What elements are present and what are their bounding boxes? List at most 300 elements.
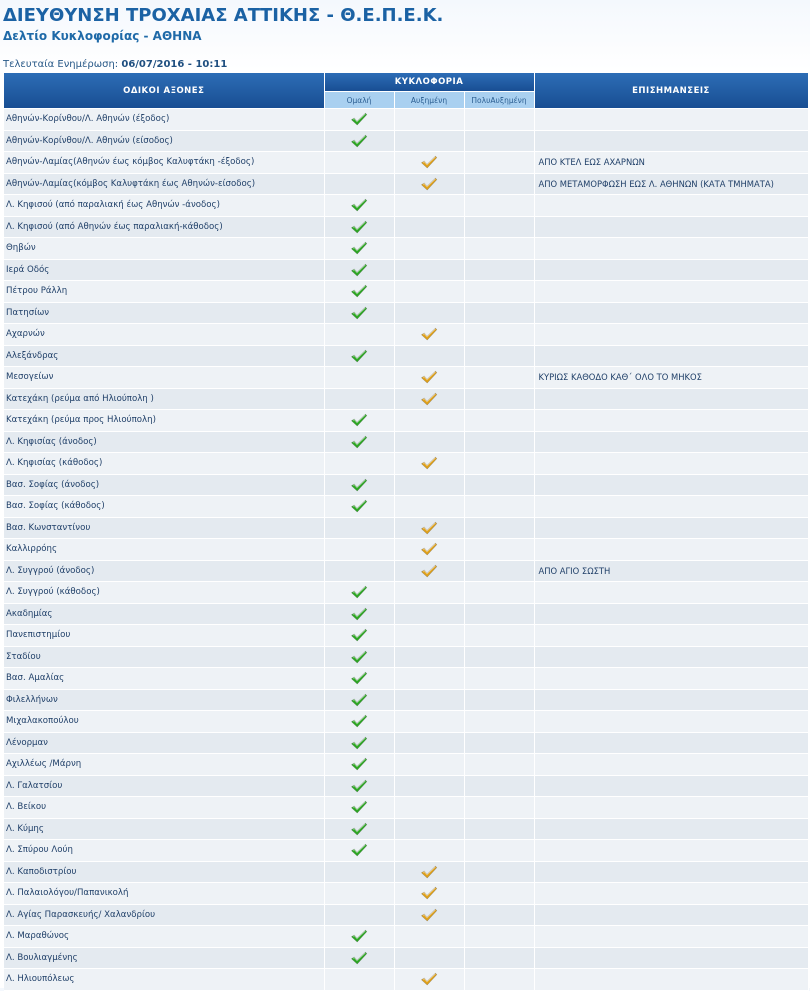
- table-row: [4, 560, 808, 582]
- status-heavy-cell: [464, 732, 534, 754]
- status-heavy-cell: [464, 453, 534, 475]
- status-normal-cell: [324, 689, 394, 711]
- status-heavy-cell: [464, 754, 534, 776]
- note-cell: [534, 410, 808, 432]
- status-heavy-cell: [464, 711, 534, 733]
- table-row: [4, 324, 808, 346]
- status-normal-cell: [324, 410, 394, 432]
- status-heavy-cell: [464, 216, 534, 238]
- table-row: [4, 883, 808, 905]
- status-increased-cell: [394, 625, 464, 647]
- road-name: Αλεξάνδρας: [4, 345, 324, 367]
- note-cell: [534, 431, 808, 453]
- check-icon: [350, 693, 368, 707]
- header-notes: ΕΠΙΣΗΜΑΝΣΕΙΣ: [534, 73, 808, 109]
- table-row: [4, 904, 808, 926]
- note-cell: [534, 969, 808, 991]
- status-normal-cell: [324, 216, 394, 238]
- note-cell: [534, 539, 808, 561]
- status-heavy-cell: [464, 861, 534, 883]
- status-increased-cell: [394, 152, 464, 174]
- status-heavy-cell: [464, 560, 534, 582]
- table-row: [4, 410, 808, 432]
- status-heavy-cell: [464, 947, 534, 969]
- status-increased-cell: [394, 109, 464, 131]
- table-row: [4, 582, 808, 604]
- status-heavy-cell: [464, 883, 534, 905]
- status-normal-cell: [324, 668, 394, 690]
- status-heavy-cell: [464, 539, 534, 561]
- note-cell: [534, 130, 808, 152]
- check-icon: [350, 822, 368, 836]
- page-header: [0, 0, 810, 74]
- note-cell: [534, 582, 808, 604]
- status-heavy-cell: [464, 818, 534, 840]
- check-icon: [350, 435, 368, 449]
- status-normal-cell: [324, 345, 394, 367]
- status-heavy-cell: [464, 926, 534, 948]
- status-increased-cell: [394, 818, 464, 840]
- status-normal-cell: [324, 496, 394, 518]
- status-normal-cell: [324, 797, 394, 819]
- road-name: Κατεχάκη (ρεύμα από Ηλιούπολη ): [4, 388, 324, 410]
- status-heavy-cell: [464, 582, 534, 604]
- road-name: Αχιλλέως /Μάρνη: [4, 754, 324, 776]
- status-increased-cell: [394, 603, 464, 625]
- status-normal-cell: [324, 324, 394, 346]
- check-icon: [420, 155, 438, 169]
- table-row: [4, 603, 808, 625]
- check-icon: [350, 263, 368, 277]
- status-increased-cell: [394, 453, 464, 475]
- status-increased-cell: [394, 324, 464, 346]
- road-name: Λ. Βουλιαγμένης: [4, 947, 324, 969]
- note-cell: [534, 238, 808, 260]
- note-cell: [534, 861, 808, 883]
- table-row: [4, 109, 808, 131]
- note-cell: [534, 603, 808, 625]
- status-increased-cell: [394, 754, 464, 776]
- status-increased-cell: [394, 195, 464, 217]
- note-cell: [534, 517, 808, 539]
- note-cell: [534, 302, 808, 324]
- status-normal-cell: [324, 646, 394, 668]
- status-heavy-cell: [464, 517, 534, 539]
- check-icon: [420, 542, 438, 556]
- status-heavy-cell: [464, 367, 534, 389]
- table-row: [4, 517, 808, 539]
- check-icon: [350, 198, 368, 212]
- status-normal-cell: [324, 775, 394, 797]
- road-name: Πανεπιστημίου: [4, 625, 324, 647]
- status-normal-cell: [324, 560, 394, 582]
- note-cell: [534, 754, 808, 776]
- road-name: Σταδίου: [4, 646, 324, 668]
- status-heavy-cell: [464, 668, 534, 690]
- road-name: Θηβών: [4, 238, 324, 260]
- status-normal-cell: [324, 754, 394, 776]
- status-normal-cell: [324, 926, 394, 948]
- check-icon: [350, 607, 368, 621]
- status-increased-cell: [394, 732, 464, 754]
- road-name: Λ. Σπύρου Λούη: [4, 840, 324, 862]
- status-increased-cell: [394, 904, 464, 926]
- status-heavy-cell: [464, 496, 534, 518]
- road-name: Λ. Βείκου: [4, 797, 324, 819]
- note-cell: [534, 883, 808, 905]
- subheader-heavy: ΠολυΑυξημένη: [464, 92, 534, 109]
- status-increased-cell: [394, 711, 464, 733]
- road-name: Καλλιρρόης: [4, 539, 324, 561]
- check-icon: [420, 327, 438, 341]
- note-cell: [534, 345, 808, 367]
- note-cell: [534, 453, 808, 475]
- status-normal-cell: [324, 539, 394, 561]
- table-row: [4, 259, 808, 281]
- status-increased-cell: [394, 861, 464, 883]
- road-name: Λένορμαν: [4, 732, 324, 754]
- status-normal-cell: [324, 431, 394, 453]
- traffic-table: [4, 73, 809, 991]
- note-cell: [534, 195, 808, 217]
- status-heavy-cell: [464, 689, 534, 711]
- table-row: [4, 732, 808, 754]
- note-cell: [534, 324, 808, 346]
- subheader-increased: Αυξημένη: [394, 92, 464, 109]
- note-cell: [534, 689, 808, 711]
- status-increased-cell: [394, 281, 464, 303]
- road-name: Λ. Καποδιστρίου: [4, 861, 324, 883]
- status-increased-cell: [394, 797, 464, 819]
- status-increased-cell: [394, 926, 464, 948]
- note-cell: ΑΠΟ ΜΕΤΑΜΟΡΦΩΣΗ ΕΩΣ Λ. ΑΘΗΝΩΝ (ΚΑΤΑ ΤΜΗΜΑΤΑ): [534, 173, 808, 195]
- table-row: [4, 861, 808, 883]
- road-name: Λ. Αγίας Παρασκευής/ Χαλανδρίου: [4, 904, 324, 926]
- note-cell: [534, 109, 808, 131]
- note-cell: [534, 281, 808, 303]
- status-increased-cell: [394, 431, 464, 453]
- status-heavy-cell: [464, 302, 534, 324]
- table-row: [4, 345, 808, 367]
- status-heavy-cell: [464, 324, 534, 346]
- check-icon: [420, 521, 438, 535]
- status-normal-cell: [324, 840, 394, 862]
- status-normal-cell: [324, 302, 394, 324]
- road-name: Μιχαλακοπούλου: [4, 711, 324, 733]
- note-cell: ΑΠΟ ΑΓΙΟ ΣΩΣΤΗ: [534, 560, 808, 582]
- last-update-value: 06/07/2016 - 10:11: [121, 59, 228, 70]
- status-increased-cell: [394, 216, 464, 238]
- status-increased-cell: [394, 646, 464, 668]
- status-increased-cell: [394, 345, 464, 367]
- status-heavy-cell: [464, 109, 534, 131]
- check-icon: [350, 478, 368, 492]
- table-row: [4, 496, 808, 518]
- status-increased-cell: [394, 883, 464, 905]
- status-heavy-cell: [464, 840, 534, 862]
- road-name: Λ. Κηφισού (από παραλιακή έως Αθηνών -άνοδος): [4, 195, 324, 217]
- note-cell: [534, 388, 808, 410]
- check-icon: [350, 714, 368, 728]
- table-row: [4, 302, 808, 324]
- check-icon: [350, 757, 368, 771]
- status-increased-cell: [394, 474, 464, 496]
- road-name: Λ. Κύμης: [4, 818, 324, 840]
- road-name: Λ. Συγγρού (κάθοδος): [4, 582, 324, 604]
- status-heavy-cell: [464, 281, 534, 303]
- last-update-label: Τελευταία Ενημέρωση:: [3, 59, 122, 70]
- note-cell: [534, 904, 808, 926]
- status-heavy-cell: [464, 625, 534, 647]
- check-icon: [420, 370, 438, 384]
- note-cell: [534, 775, 808, 797]
- note-cell: [534, 259, 808, 281]
- check-icon: [420, 972, 438, 986]
- note-cell: ΑΠΟ ΚΤΕΛ ΕΩΣ ΑΧΑΡΝΩΝ: [534, 152, 808, 174]
- note-cell: [534, 668, 808, 690]
- check-icon: [350, 284, 368, 298]
- road-name: Ιερά Οδός: [4, 259, 324, 281]
- status-normal-cell: [324, 947, 394, 969]
- status-increased-cell: [394, 173, 464, 195]
- status-increased-cell: [394, 560, 464, 582]
- road-name: Μεσογείων: [4, 367, 324, 389]
- road-name: Αχαρνών: [4, 324, 324, 346]
- status-heavy-cell: [464, 173, 534, 195]
- check-icon: [350, 241, 368, 255]
- check-icon: [350, 499, 368, 513]
- status-heavy-cell: [464, 259, 534, 281]
- status-increased-cell: [394, 539, 464, 561]
- note-cell: [534, 496, 808, 518]
- table-row: [4, 797, 808, 819]
- status-normal-cell: [324, 603, 394, 625]
- check-icon: [350, 306, 368, 320]
- status-heavy-cell: [464, 238, 534, 260]
- table-row: [4, 453, 808, 475]
- status-increased-cell: [394, 840, 464, 862]
- note-cell: [534, 711, 808, 733]
- table-row: [4, 926, 808, 948]
- table-row: [4, 754, 808, 776]
- check-icon: [350, 779, 368, 793]
- note-cell: [534, 840, 808, 862]
- status-increased-cell: [394, 947, 464, 969]
- status-increased-cell: [394, 302, 464, 324]
- status-increased-cell: [394, 130, 464, 152]
- road-name: Φιλελλήνων: [4, 689, 324, 711]
- road-name: Αθηνών-Κορίνθου/Λ. Αθηνών (έξοδος): [4, 109, 324, 131]
- check-icon: [350, 951, 368, 965]
- status-heavy-cell: [464, 431, 534, 453]
- status-increased-cell: [394, 775, 464, 797]
- header-traffic: ΚΥΚΛΟΦΟΡΙΑ: [324, 73, 534, 92]
- table-row: [4, 969, 808, 991]
- table-row: [4, 775, 808, 797]
- check-icon: [350, 929, 368, 943]
- status-heavy-cell: [464, 152, 534, 174]
- status-normal-cell: [324, 625, 394, 647]
- table-row: [4, 818, 808, 840]
- status-normal-cell: [324, 152, 394, 174]
- status-increased-cell: [394, 969, 464, 991]
- page-subtitle: Δελτίο Κυκλοφορίας - ΑΘΗΝΑ: [3, 29, 202, 43]
- table-row: [4, 539, 808, 561]
- last-update: [3, 59, 227, 70]
- table-row: [4, 646, 808, 668]
- table-row: [4, 625, 808, 647]
- status-heavy-cell: [464, 969, 534, 991]
- status-heavy-cell: [464, 388, 534, 410]
- table-row: [4, 474, 808, 496]
- note-cell: [534, 732, 808, 754]
- table-row: [4, 195, 808, 217]
- status-heavy-cell: [464, 195, 534, 217]
- table-row: [4, 173, 808, 195]
- status-normal-cell: [324, 109, 394, 131]
- status-heavy-cell: [464, 130, 534, 152]
- check-icon: [420, 177, 438, 191]
- check-icon: [350, 736, 368, 750]
- road-name: Λ. Κηφισίας (κάθοδος): [4, 453, 324, 475]
- traffic-rows: [4, 109, 808, 991]
- table-row: [4, 238, 808, 260]
- status-increased-cell: [394, 496, 464, 518]
- road-name: Κατεχάκη (ρεύμα προς Ηλιούπολη): [4, 410, 324, 432]
- road-name: Λ. Γαλατσίου: [4, 775, 324, 797]
- status-normal-cell: [324, 818, 394, 840]
- status-normal-cell: [324, 861, 394, 883]
- check-icon: [420, 392, 438, 406]
- table-row: [4, 668, 808, 690]
- check-icon: [350, 112, 368, 126]
- road-name: Πατησίων: [4, 302, 324, 324]
- status-increased-cell: [394, 259, 464, 281]
- table-row: [4, 947, 808, 969]
- road-name: Λ. Κηφισίας (άνοδος): [4, 431, 324, 453]
- check-icon: [350, 585, 368, 599]
- header-roads: ΟΔΙΚΟΙ ΑΞΟΝΕΣ: [4, 73, 324, 109]
- status-normal-cell: [324, 259, 394, 281]
- status-increased-cell: [394, 238, 464, 260]
- table-row: [4, 216, 808, 238]
- status-heavy-cell: [464, 345, 534, 367]
- status-heavy-cell: [464, 603, 534, 625]
- status-normal-cell: [324, 173, 394, 195]
- note-cell: [534, 797, 808, 819]
- status-normal-cell: [324, 904, 394, 926]
- table-row: [4, 689, 808, 711]
- status-heavy-cell: [464, 904, 534, 926]
- check-icon: [350, 671, 368, 685]
- status-normal-cell: [324, 732, 394, 754]
- check-icon: [350, 220, 368, 234]
- road-name: Αθηνών-Λαμίας(Αθηνών έως κόμβος Καλυφτάκη -έξοδος): [4, 152, 324, 174]
- status-normal-cell: [324, 130, 394, 152]
- road-name: Λ. Συγγρού (άνοδος): [4, 560, 324, 582]
- check-icon: [420, 886, 438, 900]
- table-row: [4, 367, 808, 389]
- status-normal-cell: [324, 238, 394, 260]
- table-row: [4, 840, 808, 862]
- road-name: Λ. Ηλιουπόλεως: [4, 969, 324, 991]
- road-name: Βασ. Σοφίας (κάθοδος): [4, 496, 324, 518]
- status-heavy-cell: [464, 474, 534, 496]
- note-cell: [534, 625, 808, 647]
- status-normal-cell: [324, 969, 394, 991]
- note-cell: [534, 216, 808, 238]
- road-name: Πέτρου Ράλλη: [4, 281, 324, 303]
- road-name: Αθηνών-Κορίνθου/Λ. Αθηνών (είσοδος): [4, 130, 324, 152]
- note-cell: [534, 474, 808, 496]
- table-row: [4, 281, 808, 303]
- table-row: [4, 711, 808, 733]
- road-name: Λ. Μαραθώνος: [4, 926, 324, 948]
- road-name: Λ. Παλαιολόγου/Παπανικολή: [4, 883, 324, 905]
- road-name: Αθηνών-Λαμίας(κόμβος Καλυφτάκη έως Αθηνών-είσοδος): [4, 173, 324, 195]
- status-heavy-cell: [464, 775, 534, 797]
- table-row: [4, 388, 808, 410]
- status-normal-cell: [324, 883, 394, 905]
- status-normal-cell: [324, 281, 394, 303]
- status-heavy-cell: [464, 410, 534, 432]
- check-icon: [350, 650, 368, 664]
- status-normal-cell: [324, 517, 394, 539]
- status-normal-cell: [324, 474, 394, 496]
- note-cell: [534, 926, 808, 948]
- status-heavy-cell: [464, 797, 534, 819]
- road-name: Λ. Κηφισού (από Αθηνών έως παραλιακή-κάθοδος): [4, 216, 324, 238]
- check-icon: [350, 843, 368, 857]
- road-name: Βασ. Αμαλίας: [4, 668, 324, 690]
- note-cell: [534, 947, 808, 969]
- check-icon: [350, 413, 368, 427]
- page-title: ΔΙΕΥΘΥΝΣΗ ΤΡΟΧΑΙΑΣ ΑΤΤΙΚΗΣ - Θ.Ε.Π.Ε.Κ.: [3, 5, 444, 26]
- status-heavy-cell: [464, 646, 534, 668]
- status-normal-cell: [324, 367, 394, 389]
- status-increased-cell: [394, 517, 464, 539]
- table-row: [4, 152, 808, 174]
- check-icon: [350, 349, 368, 363]
- note-cell: [534, 818, 808, 840]
- status-increased-cell: [394, 582, 464, 604]
- road-name: Βασ. Σοφίας (άνοδος): [4, 474, 324, 496]
- check-icon: [420, 456, 438, 470]
- note-cell: [534, 646, 808, 668]
- note-cell: ΚΥΡΙΩΣ ΚΑΘΟΔΟ ΚΑΘ΄ ΟΛΟ ΤΟ ΜΗΚΟΣ: [534, 367, 808, 389]
- status-normal-cell: [324, 388, 394, 410]
- status-increased-cell: [394, 388, 464, 410]
- check-icon: [350, 628, 368, 642]
- subheader-normal: Ομαλή: [324, 92, 394, 109]
- check-icon: [350, 134, 368, 148]
- check-icon: [420, 908, 438, 922]
- road-name: Βασ. Κωνσταντίνου: [4, 517, 324, 539]
- check-icon: [350, 800, 368, 814]
- status-increased-cell: [394, 410, 464, 432]
- check-icon: [420, 865, 438, 879]
- road-name: Ακαδημίας: [4, 603, 324, 625]
- status-normal-cell: [324, 582, 394, 604]
- table-row: [4, 431, 808, 453]
- status-increased-cell: [394, 689, 464, 711]
- table-row: [4, 130, 808, 152]
- status-increased-cell: [394, 367, 464, 389]
- status-increased-cell: [394, 668, 464, 690]
- status-normal-cell: [324, 711, 394, 733]
- status-normal-cell: [324, 195, 394, 217]
- check-icon: [420, 564, 438, 578]
